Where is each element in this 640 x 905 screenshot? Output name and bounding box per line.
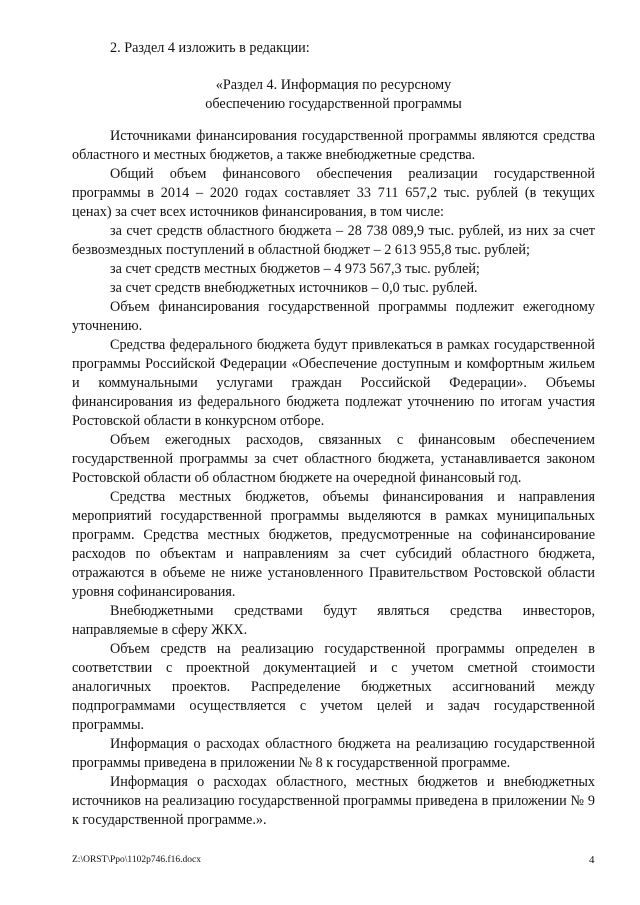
section-title-line-1: «Раздел 4. Информация по ресурсному (215, 77, 452, 93)
paragraph: Средства федерального бюджета будут привлекаться в рамках государственной программы Российской Федерации «Обеспечение доступным и комфортным жильем и коммунальными услугами граждан Российской Федерации». Объемы финансирования из федерального бюджета подлежат уточнению по итогам участия Ростовской области в конкурсном отборе. (72, 337, 595, 429)
body-text (72, 127, 595, 830)
section-title (72, 76, 595, 114)
paragraph: за счет средств местных бюджетов – 4 973 567,3 тыс. рублей; (110, 261, 480, 277)
paragraph: Информация о расходах областного бюджета на реализацию государственной программы приведена в приложении № 8 к государственной программе. (72, 736, 595, 771)
paragraph: за счет средств областного бюджета – 28 738 089,9 тыс. рублей, из них за счет безвозмездных поступлений в областной бюджет – 2 613 955,8 тыс. рублей; (72, 223, 595, 258)
paragraph: Объем ежегодных расходов, связанных с финансовым обеспечением государственной программы за счет областного бюджета, устанавливается законом Ростовской области об областном бюджете на очередной финансовый год. (72, 432, 595, 486)
paragraph: Источниками финансирования государственной программы являются средства областного и местных бюджетов, а также внебюджетные средства. (72, 128, 595, 163)
paragraph: Общий объем финансового обеспечения реализации государственной программы в 2014 – 2020 годах составляет 33 711 657,2 тыс. рублей (в текущих ценах) за счет всех источников финансирования, в том числе: (72, 166, 595, 220)
paragraph: Объем средств на реализацию государственной программы определен в соответствии с проектной документацией и с учетом сметной стоимости аналогичных проектов. Распределение бюджетных ассигнований между подпрограммами осуществляется с учетом целей и задач государственной программы. (72, 641, 595, 733)
paragraph: Внебюджетными средствами будут являться средства инвесторов, направляемые в сферу ЖКХ. (72, 603, 595, 638)
paragraph: Объем финансирования государственной программы подлежит ежегодному уточнению. (72, 299, 595, 334)
footer-file-path: Z:\ORST\Ppo\1102p746.f16.docx (72, 855, 201, 865)
page-number: 4 (589, 854, 595, 866)
paragraph: Средства местных бюджетов, объемы финансирования и направления мероприятий государственной программы выделяются в рамках муниципальных программ. Средства местных бюджетов, предусмотренные на софинансирование расходов по объектам и направлениям за счет субсидий областного бюджета, отражаются в объеме не ниже установленного Правительством Ростовской области уровня софинансирования. (72, 489, 595, 600)
paragraph: за счет средств внебюджетных источников – 0,0 тыс. рублей. (110, 280, 478, 296)
section-title-line-2: обеспечению государственной программы (205, 96, 462, 112)
paragraph: Информация о расходах областного, местных бюджетов и внебюджетных источников на реализацию государственной программы приведена в приложении № 9 к государственной программе.». (72, 774, 595, 828)
amendment-intro: 2. Раздел 4 изложить в редакции: (110, 40, 310, 56)
